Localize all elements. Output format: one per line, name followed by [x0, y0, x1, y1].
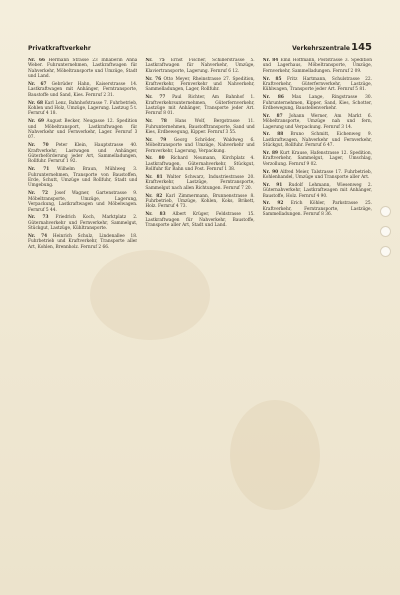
- column-3: [263, 58, 372, 563]
- entry-number: Nr. 88: [262, 132, 284, 138]
- directory-entry: [145, 212, 254, 228]
- entry-text: August Becker, Neugasse 12. Spedition und Möbeltransport, Lastkraftwagen für Nahverkehr und Fernverkehr, Lager. Fernruf 3 07.: [28, 119, 138, 141]
- directory-entry: [28, 234, 137, 250]
- entry-number: Nr. 83: [145, 212, 166, 218]
- entry-number: Nr. 79: [145, 137, 167, 143]
- text-columns: [28, 58, 372, 563]
- entry-text: Bruno Schmitt, Eichenweg 9. Lastkraftwagen, Nahverkehr und Fernverkehr, Stückgut, Rollfuhr. Fernruf 6 47.: [262, 132, 372, 149]
- header-right-title: Verkehrszentrale: [292, 45, 350, 52]
- entry-number: Nr. 66: [28, 58, 45, 63]
- entry-text: Kurt Krause, Hafenstrasse 12. Spedition, Kraftverkehr, Sammelgut, Lager, Umschlag, Verzollung. Fernruf 9 02.: [262, 151, 372, 167]
- column-2: [145, 58, 254, 563]
- entry-text: Peter Klein, Hauptstrasse 40. Kraftverkehr, Lastwagen und Anhänger, Güterbeförderung jeder Art, Sammelladungen, Rollfuhr. Fernruf 1 92.: [28, 143, 138, 165]
- directory-entry: [145, 138, 254, 154]
- entry-number: Nr. 91: [262, 182, 283, 188]
- entry-text: Richard Neumann, Kirchplatz 4. Lastkraftwagen, Güternahverkehr, Stückgut, Rollfuhr für Bahn und Post. Fernruf 1 38.: [145, 156, 255, 173]
- directory-entry: [263, 183, 372, 199]
- entry-text: Hermann Strasse 23 Inhaberin Anna Weber. Fuhrunternehmen, Lastkraftwagen für Nahverkehr, Möbeltransporte und Umzüge, Stadt und Land.: [28, 58, 138, 80]
- entry-text: Wilhelm Braun, Mühlweg 3. Fuhrunternehmen, Transporte von Baustoffen, Erde, Schutt, Umzüge und Rollfuhr, Stadt und Umgebung.: [28, 167, 138, 189]
- entry-text: Ernst Fischer, Schillerstrasse 5. Lastkraftwagen für Nahverkehr, Umzüge, Klaviertransporte, Lagerung. Fernruf 6 12.: [145, 58, 255, 74]
- directory-entry: [263, 132, 372, 148]
- directory-entry: [28, 143, 137, 165]
- entry-text: Karl Lenz, Bahnhofstrasse 7. Fuhrbetrieb, Kohlen und Holz, Umzüge, Lagerung. Lastzug 5 t. Fernruf 4 18.: [28, 100, 138, 117]
- entry-number: Nr. 75: [145, 58, 165, 63]
- directory-entry: [263, 77, 372, 93]
- entry-number: Nr. 80: [145, 156, 165, 162]
- entry-text: Josef Wagner, Gartenstrasse 9. Möbeltransporte, Umzüge, Lagerung, Verpackung, Lastkraftwagen und Möbelwagen. Fernruf 5 44.: [28, 191, 138, 213]
- directory-entry: [145, 156, 254, 172]
- punch-hole: [380, 226, 391, 237]
- punch-hole: [380, 246, 391, 257]
- entry-number: Nr. 71: [28, 167, 50, 173]
- entry-text: Friedrich Koch, Marktplatz 2. Güternahverkehr und Fernverkehr, Sammelgut, Stückgut, Lastzüge, Kühltransporte.: [28, 215, 138, 232]
- entry-number: Nr. 84: [262, 58, 279, 63]
- entry-number: Nr. 74: [28, 233, 48, 239]
- directory-entry: [28, 101, 137, 117]
- entry-text: Rudolf Lehmann, Wiesenweg 2. Güternahverkehr, Lastkraftwagen mit Anhänger, Baustoffe, Holz. Fernruf 4 90.: [262, 182, 372, 199]
- entry-number: Nr. 72: [28, 191, 48, 197]
- entry-text: Otto Meyer, Rheinstrasse 27. Spedition, Kraftverkehr, Fernverkehr und Nahverkehr, Sammelladungen, Lager, Rollfuhr.: [145, 76, 255, 93]
- directory-entry: [145, 58, 254, 74]
- entry-number: Nr. 92: [262, 201, 284, 207]
- entry-text: Emil Hoffmann, Poststrasse 3. Spedition und Lagerhaus, Möbeltransporte, Umzüge, Fernverkehr, Sammelladungen. Fernruf 2 09.: [262, 58, 372, 74]
- header-left-title: Privatkraftverkehr: [28, 45, 91, 52]
- entry-number: Nr. 73: [28, 215, 49, 221]
- entry-number: Nr. 67: [28, 82, 47, 88]
- entry-number: Nr. 77: [145, 95, 166, 101]
- entry-number: Nr. 82: [145, 193, 163, 199]
- directory-entry: [145, 175, 254, 191]
- directory-entry: [263, 114, 372, 130]
- directory-entry: [263, 201, 372, 217]
- entry-number: Nr. 76: [145, 76, 162, 82]
- entry-number: Nr. 90: [262, 169, 279, 175]
- entry-number: Nr. 87: [262, 113, 283, 119]
- entry-number: Nr. 70: [28, 143, 49, 149]
- punch-hole: [380, 206, 391, 217]
- entry-text: Karl Zimmermann, Brunnenstrasse 8. Fuhrbetrieb, Umzüge, Kohlen, Koks, Brikett, Holz. Fernruf 4 73.: [145, 193, 255, 210]
- directory-entry: [145, 77, 254, 93]
- directory-entry: [28, 82, 137, 98]
- directory-entry: [145, 95, 254, 117]
- column-1: [28, 58, 137, 563]
- entry-number: Nr. 86: [262, 95, 284, 101]
- entry-text: Paul Richter, Am Bahnhof 1. Kraftverkehrsunternehmen, Güterfernverkehr, Lastzüge mit Anhänger, Transporte jeder Art. Fernruf 8 01.: [145, 95, 255, 117]
- entry-number: Nr. 85: [262, 76, 282, 82]
- directory-entry: [28, 191, 137, 213]
- entry-text: Alfred Meier, Talstrasse 17. Fuhrbetrieb, Kohlenhandel, Umzüge und Transporte aller Art.: [262, 169, 372, 181]
- directory-entry: [145, 194, 254, 210]
- entry-text: Heinrich Schulz, Lindenallee 18. Fuhrbetrieb und Kraftverkehr, Transporte aller Art, Kohlen, Brennholz. Fernruf 2 66.: [28, 233, 138, 250]
- directory-entry: [263, 58, 372, 74]
- page-header: [28, 44, 372, 54]
- entry-text: Albert Krüger, Feldstrasse 15. Lastkraftwagen für Nahverkehr, Baustoffe, Transporte aller Art, Stadt und Land.: [145, 212, 255, 229]
- page-number: 145: [351, 42, 372, 53]
- entry-number: Nr. 68: [28, 100, 43, 106]
- entry-text: Johann Werner, Am Markt 6. Möbeltransporte, Umzüge nah und fern, Lagerung und Verpackung. Fernruf 3 14.: [262, 113, 372, 130]
- directory-entry: [263, 170, 372, 181]
- entry-text: Erich Köhler, Parkstrasse 25. Kraftverkehr, Ferntransporte, Lastzüge, Sammelladungen. Fernruf 8 36.: [262, 201, 372, 218]
- entry-text: Hans Wolf, Bergstrasse 11. Fuhrunternehmen, Baustofftransporte, Sand und Kies, Erdbewegung, Kipper. Fernruf 3 55.: [145, 119, 255, 136]
- entry-number: Nr. 78: [145, 119, 167, 125]
- entry-text: Georg Schröder, Waldweg 6. Möbeltransporte und Umzüge, Nahverkehr und Fernverkehr, Lagerung, Verpackung.: [145, 137, 255, 154]
- entry-number: Nr. 69: [28, 119, 44, 125]
- entry-number: Nr. 89: [262, 151, 279, 157]
- directory-entry: [263, 151, 372, 167]
- directory-entry: [28, 119, 137, 141]
- entry-text: Fritz Hartmann, Schulstrasse 22. Kraftverkehr, Güterfernverkehr, Lastzüge, Kühlwagen, Transporte jeder Art. Fernruf 5 81.: [262, 76, 372, 93]
- directory-entry: [28, 58, 137, 80]
- entry-number: Nr. 81: [145, 175, 163, 181]
- entry-text: Gebrüder Hahn, Kaiserstrasse 14. Lastkraftwagen mit Anhänger, Ferntransporte, Baustoffe und Sand, Kies. Fernruf 2 31.: [28, 82, 138, 98]
- directory-entry: [145, 119, 254, 135]
- directory-entry: [263, 95, 372, 111]
- directory-entry: [28, 215, 137, 231]
- directory-entry: [28, 167, 137, 189]
- entry-text: Walter Schwarz, Industriestrasse 20. Kraftverkehr, Lastzüge, Ferntransporte, Sammelgut nach allen Richtungen. Fernruf 7 20.: [145, 175, 255, 191]
- entry-text: Max Lange, Ringstrasse 30. Fuhrunternehmen, Kipper, Sand, Kies, Schotter, Erdbewegung, Baustellenverkehr.: [262, 95, 372, 112]
